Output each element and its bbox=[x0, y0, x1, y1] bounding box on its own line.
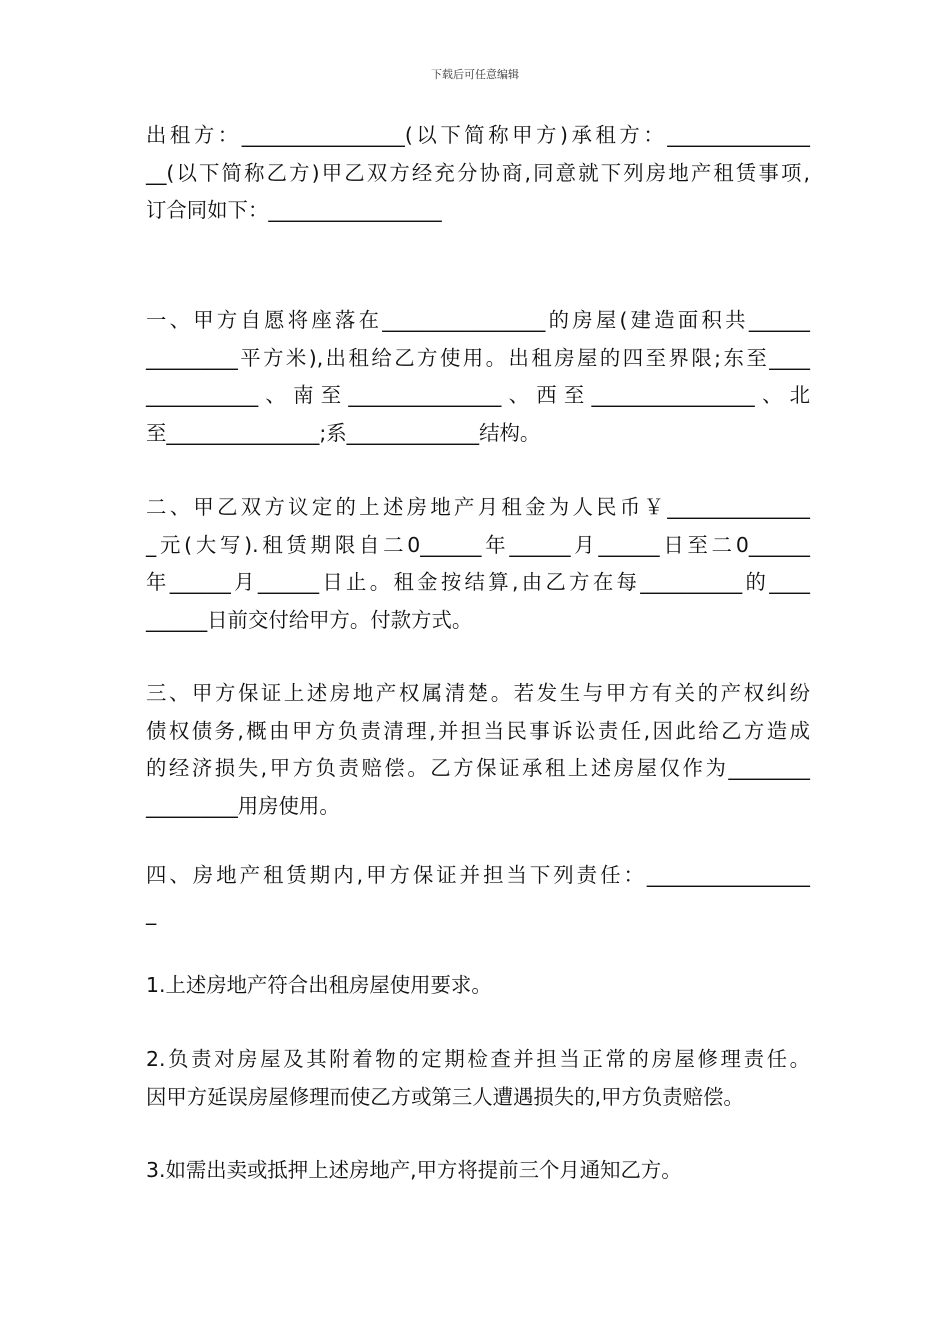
text-line: 1.上述房地产符合出租房屋使用要求。 bbox=[146, 973, 492, 997]
text-line: 一、甲方自愿将座落在________________的房屋(建造面积共______ bbox=[146, 308, 810, 332]
paragraph-clause-2 bbox=[146, 489, 810, 639]
paragraph-clause-1 bbox=[146, 302, 810, 452]
text-line: ______日前交付给甲方。付款方式。 bbox=[146, 607, 473, 632]
text-line: _ bbox=[146, 900, 157, 925]
text-line: 订合同如下：_________________ bbox=[146, 198, 442, 223]
text-line: ___________、南至_______________、西至________________、北 bbox=[146, 383, 810, 408]
text-line: 债权债务,概由甲方负责清理,并担当民事诉讼责任,因此给乙方造成 bbox=[146, 718, 810, 743]
text-line: _________用房使用。 bbox=[146, 793, 340, 818]
paragraph-item-2 bbox=[146, 1041, 810, 1116]
paragraph-intro bbox=[146, 117, 810, 230]
text-line: 2.负责对房屋及其附着物的定期检查并担当正常的房屋修理责任。 bbox=[146, 1047, 810, 1071]
text-line: _元(大写).租赁期限自二0______年______月______日至二0______ bbox=[146, 532, 810, 557]
paragraph-clause-3 bbox=[146, 675, 810, 825]
text-line: 四、房地产租赁期内,甲方保证并担当下列责任：________________ bbox=[146, 863, 810, 887]
text-line: 出租方：________________(以下简称甲方)承租方：______________ bbox=[146, 123, 810, 147]
paragraph-item-1 bbox=[146, 967, 810, 1005]
text-line: 3.如需出卖或抵押上述房地产,甲方将提前三个月通知乙方。 bbox=[146, 1158, 682, 1182]
page-header: 下载后可任意编辑 bbox=[431, 68, 519, 81]
paragraph-clause-4 bbox=[146, 857, 810, 932]
paragraph-item-3 bbox=[146, 1152, 810, 1190]
text-line: 的经济损失,甲方负责赔偿。乙方保证承租上述房屋仅作为________ bbox=[146, 756, 810, 781]
text-line: 二、甲乙双方议定的上述房地产月租金为人民币￥______________ bbox=[146, 495, 810, 519]
text-line: _________平方米),出租给乙方使用。出租房屋的四至界限;东至____ bbox=[146, 345, 810, 370]
text-line: 因甲方延误房屋修理而使乙方或第三人遭遇损失的,甲方负责赔偿。 bbox=[146, 1084, 744, 1109]
text-line: 三、甲方保证上述房地产权属清楚。若发生与甲方有关的产权纠纷 bbox=[146, 681, 810, 705]
text-line: 至_______________;系_____________结构。 bbox=[146, 420, 541, 445]
text-line: 年______月______日止。租金按结算,由乙方在每__________的____ bbox=[146, 570, 810, 595]
text-line: __(以下简称乙方)甲乙双方经充分协商,同意就下列房地产租赁事项, bbox=[146, 160, 810, 185]
